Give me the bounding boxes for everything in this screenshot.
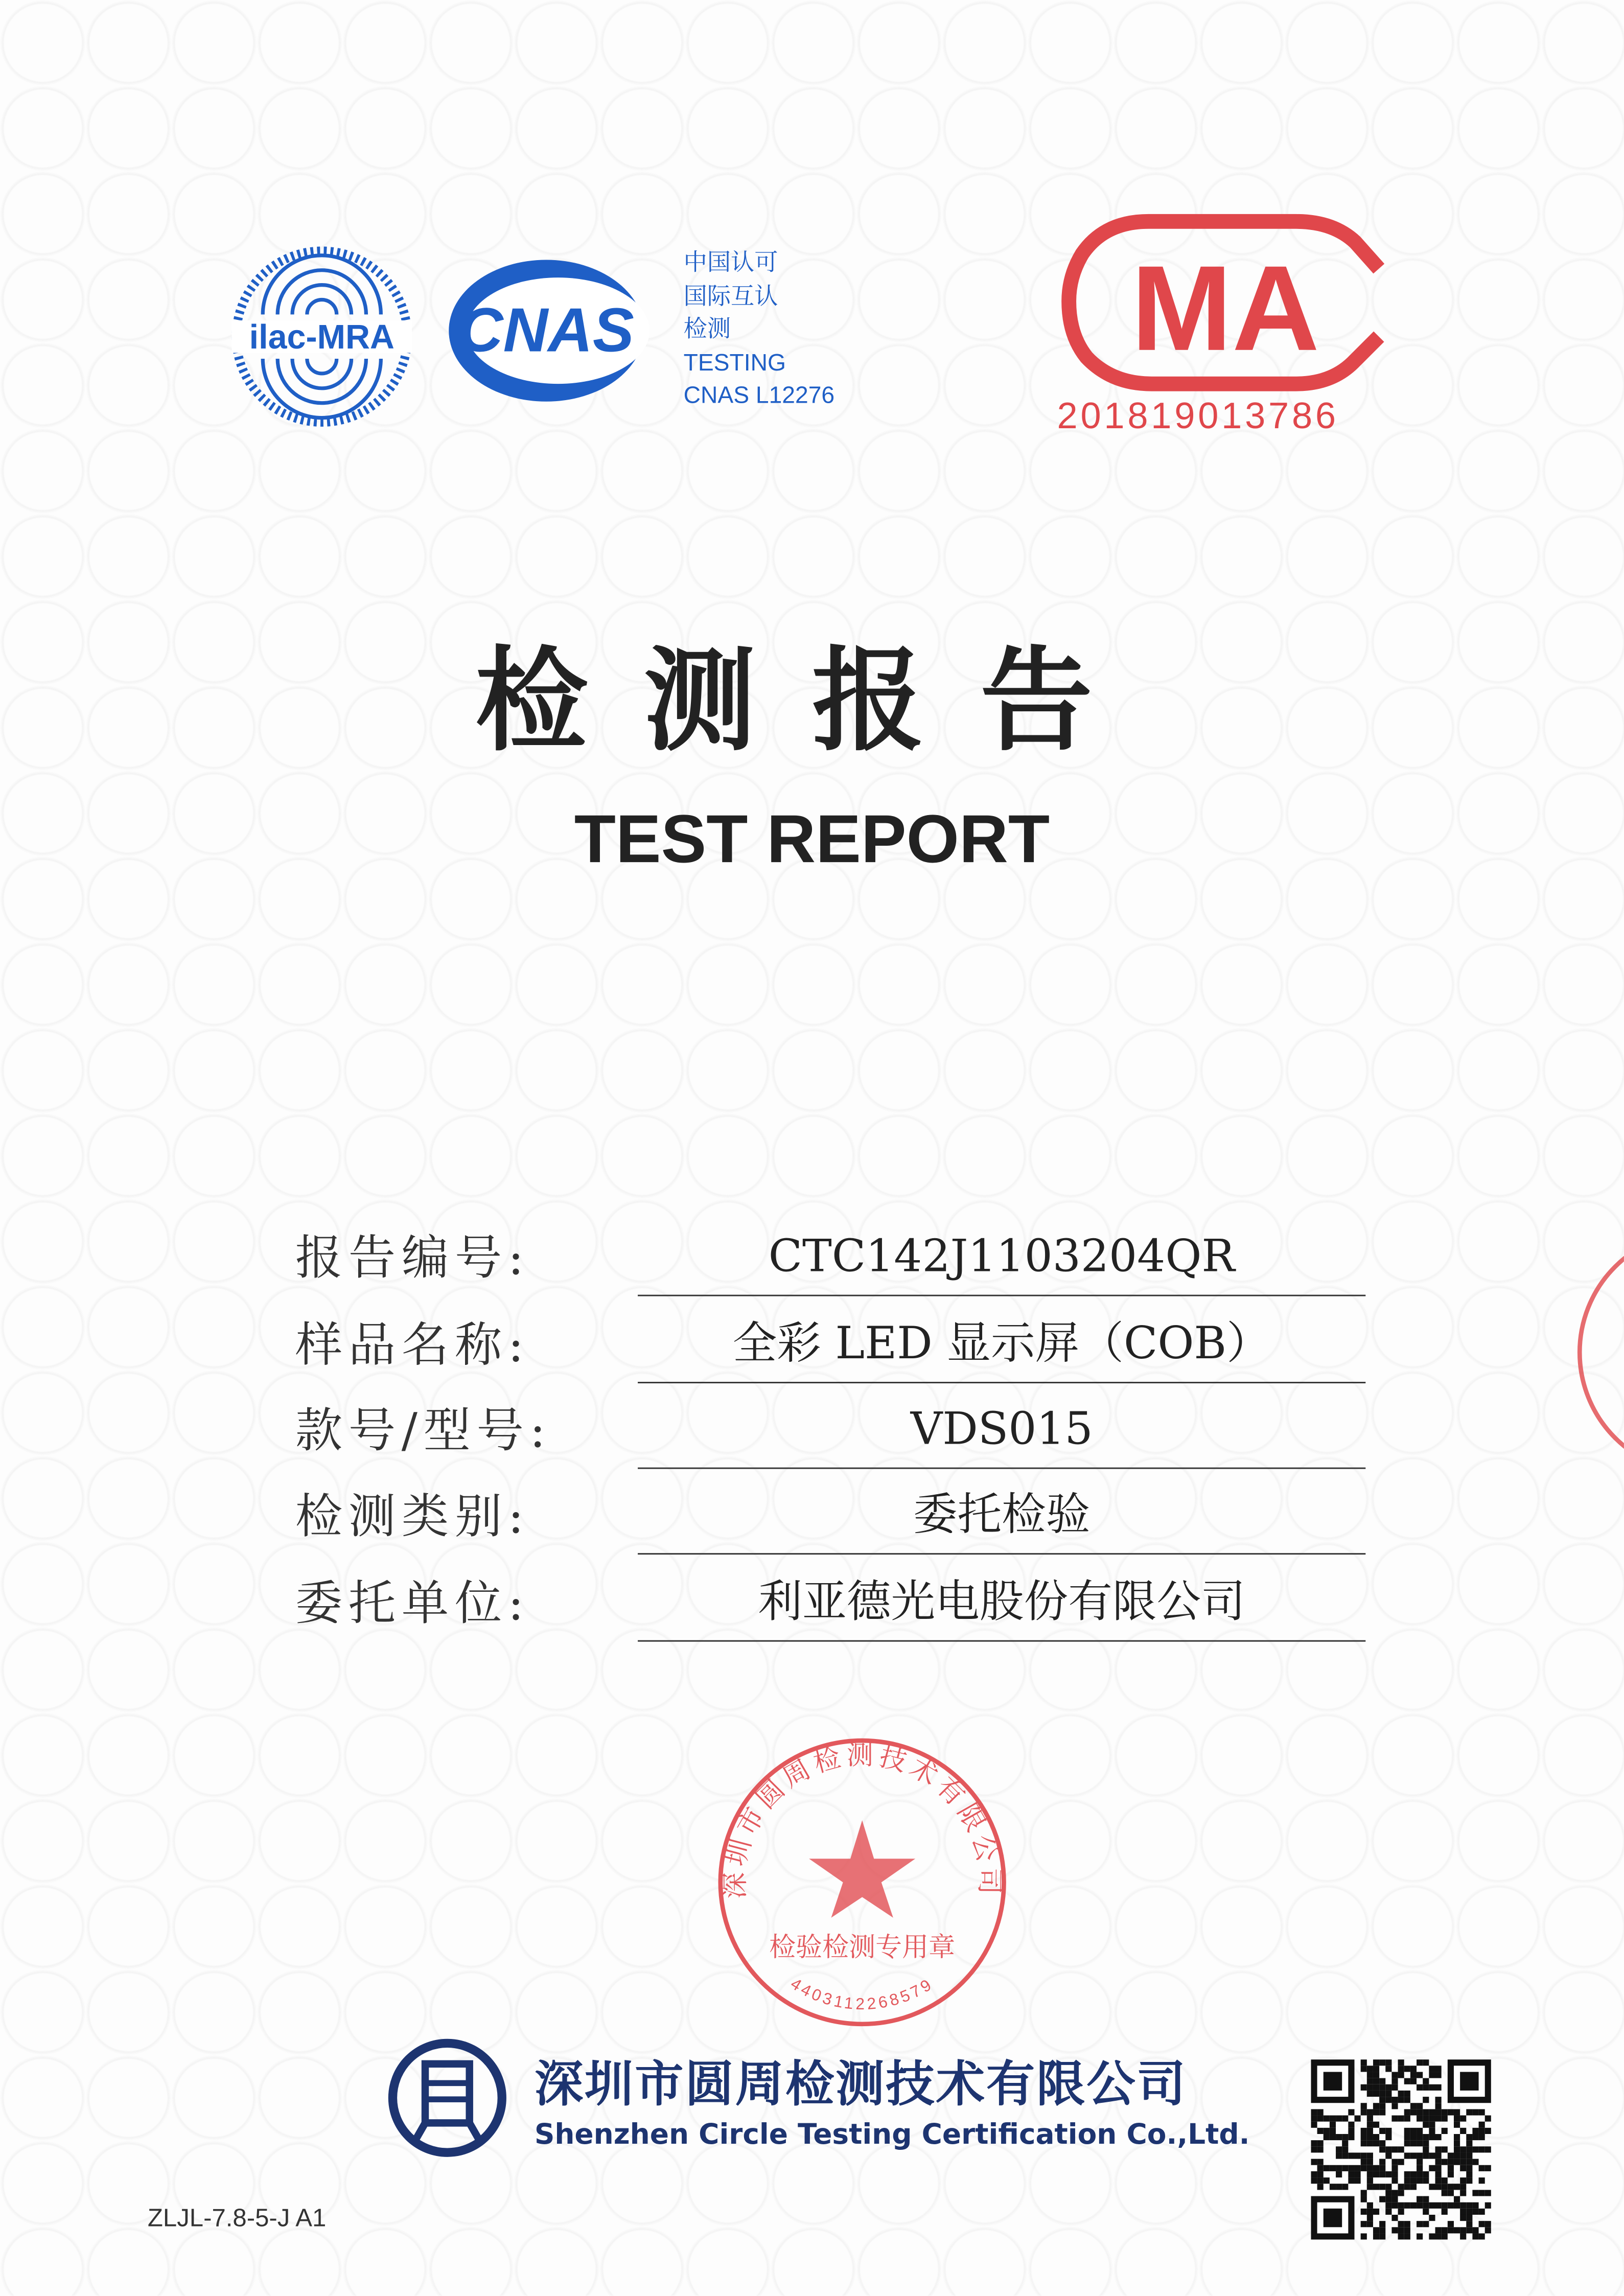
svg-text:深圳市圆周检测技术有限公司: 深圳市圆周检测技术有限公司 xyxy=(720,1740,1005,1899)
field-value: 委托检验 xyxy=(913,1490,1091,1542)
cma-logo xyxy=(1060,210,1387,394)
form-code: ZLJL-7.8-5-J A1 xyxy=(147,2204,327,2233)
field-label: 款号/型号: xyxy=(295,1402,552,1459)
svg-text:MA: MA xyxy=(1131,241,1320,376)
cnas-accreditation-text xyxy=(684,248,835,414)
field-value: VDS015 xyxy=(910,1404,1093,1456)
field-report-number xyxy=(295,1228,1366,1314)
field-test-type xyxy=(295,1487,1366,1572)
field-label: 报告编号: xyxy=(295,1230,530,1286)
field-underline xyxy=(638,1468,1365,1469)
cnas-line: 中国认可 xyxy=(683,251,778,276)
cnas-line: CNAS L12276 xyxy=(683,384,835,409)
field-underline xyxy=(638,1295,1365,1296)
report-title-cn: 检测报告 xyxy=(475,635,1149,767)
field-model xyxy=(295,1401,1366,1487)
cnas-line: 检测 xyxy=(683,317,731,343)
svg-text:4403112268579: 4403112268579 xyxy=(787,1974,937,2013)
qr-code[interactable] xyxy=(1311,2059,1491,2239)
field-label: 样品名称: xyxy=(295,1316,530,1373)
field-value: CTC142J1103204QR xyxy=(768,1231,1235,1283)
edge-seal-fragment xyxy=(1568,1234,1624,1470)
company-name-en: Shenzhen Circle Testing Certification Co.,Ltd. xyxy=(534,2118,1250,2151)
svg-text:检验检测专用章: 检验检测专用章 xyxy=(769,1932,956,1963)
svg-text:ilac-MRA: ilac-MRA xyxy=(249,318,395,356)
ilac-mra-logo xyxy=(229,244,415,430)
official-seal-stamp xyxy=(714,1735,1010,2030)
field-value: 利亚德光电股份有限公司 xyxy=(758,1576,1245,1629)
field-sample-name xyxy=(295,1315,1366,1401)
cnas-logo xyxy=(443,254,649,407)
cma-number: 201819013786 xyxy=(1057,396,1339,437)
field-underline xyxy=(638,1553,1365,1555)
report-title-en: TEST REPORT xyxy=(574,800,1050,877)
cnas-line: TESTING xyxy=(683,351,786,376)
cnas-line: 国际互认 xyxy=(683,284,778,310)
svg-text:CNAS: CNAS xyxy=(458,295,634,365)
field-label: 检测类别: xyxy=(295,1488,530,1544)
company-name-cn: 深圳市圆周检测技术有限公司 xyxy=(534,2055,1187,2113)
field-client xyxy=(295,1574,1366,1660)
field-value: 全彩 LED 显示屏（COB） xyxy=(732,1318,1271,1370)
field-underline xyxy=(638,1640,1365,1642)
company-logo-icon xyxy=(384,2034,511,2161)
field-underline xyxy=(638,1382,1365,1383)
field-label: 委托单位: xyxy=(295,1575,530,1632)
